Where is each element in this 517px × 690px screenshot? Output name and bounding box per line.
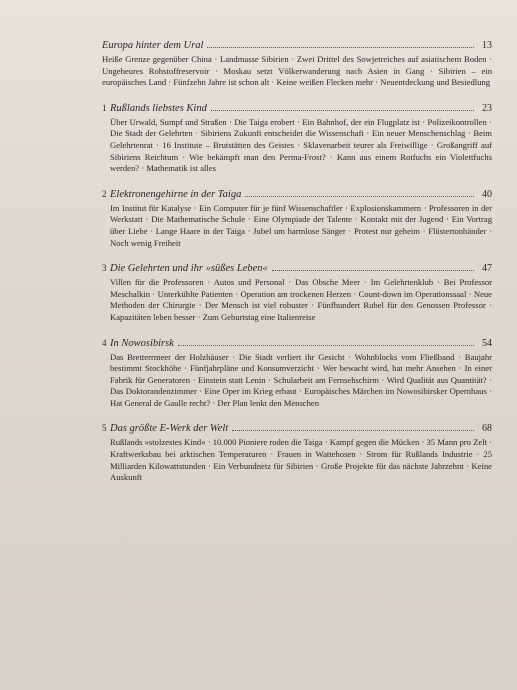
chapter-summary: Im Institut für Katalyse · Ein Computer für je fünf Wissenschaftler · Explosionskammern · Professoren in der Werkstatt · Die Mathematische Schule · Eine Olympiade der Talente · Kontakt mit der Jugend · Ein Vortrag über Liebe · Lange Haare in der Taiga · Jubel um harmlose Sänger · Protest nur geheim · Flüstertonbänder · Noch wenig Freiheit: [110, 202, 492, 248]
table-of-contents: [102, 38, 492, 496]
chapter-title: Elektronengehirne in der Taiga: [110, 188, 242, 200]
chapter-number: 2: [102, 188, 107, 199]
page-number: 23: [482, 102, 492, 114]
chapter-number: 1: [102, 102, 107, 113]
toc-entry-3: [102, 261, 492, 323]
chapter-number: 5: [102, 423, 107, 434]
chapter-title: In Nowosibirsk: [110, 337, 174, 349]
chapter-title: Europa hinter dem Ural: [102, 40, 204, 51]
dot-leader: [272, 261, 474, 271]
dot-leader: [207, 38, 474, 48]
entry-heading: [102, 421, 492, 435]
chapter-title: Die Gelehrten und ihr »süßes Leben«: [110, 263, 268, 275]
page-number: 47: [482, 263, 492, 275]
toc-entry-1: [102, 101, 492, 175]
toc-entry-4: [102, 336, 492, 410]
page-number: 54: [482, 337, 492, 349]
entry-heading: [102, 187, 492, 201]
toc-entry-intro: [102, 38, 492, 89]
dot-leader: [245, 187, 474, 197]
page-number: 68: [482, 423, 492, 435]
chapter-title: Rußlands liebstes Kind: [110, 102, 207, 114]
page-number: 40: [482, 188, 492, 200]
entry-heading: [102, 38, 492, 52]
chapter-number: 3: [102, 263, 107, 274]
chapter-number: 4: [102, 337, 107, 348]
chapter-summary: Heiße Grenze gegenüber China · Landmasse Sibirien · Zwei Drittel des Sowjetreiches auf asiatischem Boden · Ungeheures Rohstoffreservoir · Moskau setzt Völkerwanderung nach Asien in Gang · Sibirien – ein europäisches Land · Fünfzehn Jahre ist schon alt · Keine weißen Flecken mehr · Neuentdeckung und Besiedlung: [102, 54, 492, 88]
entry-heading: [102, 336, 492, 350]
toc-entry-2: [102, 187, 492, 249]
dot-leader: [211, 101, 474, 111]
toc-entry-5: [102, 421, 492, 483]
chapter-title: Das größte E-Werk der Welt: [110, 423, 229, 435]
chapter-summary: Über Urwald, Sumpf und Straßen · Die Taiga erobert · Ein Bahnhof, der ein Flugplatz ist · Polizeikontrollen · Die Stadt der Gelehrten · Sibiriens Zukunft entscheidet die Wissenschaft · Ein neuer Menschenschlag · Beim Gelehrtenrat · 16 Institute – Brutstätten des Geistes · Sklavenarbeit teurer als Freiwillige · Großangriff auf Sibiriens Reichtum · Wie bekämpft man den Perma-Frost? · Kann aus einem Rotfuchs ein Violettfuchs werden? · Mathematik ist alles: [110, 116, 492, 174]
entry-heading: [102, 261, 492, 275]
dot-leader: [178, 336, 474, 346]
chapter-summary: Das Bretterrmeer der Holzhäuser · Die Stadt verliert ihr Gesicht · Wohnblocks vom Fließband · Baujahr bestimmt Stockhöhe · Fünfjahrpläne und Konsumverzicht · Wer bewacht wird, hat mehr Ansehen · In einer Fabrik für Generatoren · Einstein statt Lenin · Schularbeit am Fernsehschirm · Wird Qualität aus Quantität? · Das Doktorandenzimmer · Eine Oper im Krieg erbaut · Europäisches Märchen im Nowosibirsker Opernhaus · Hat General de Gaulle recht? · Der Plan lenkt den Menschen: [110, 351, 492, 408]
page-number: 13: [482, 40, 492, 51]
chapter-summary: Villen für die Professoren · Autos und Personal · Das Obsche Meer · Im Gelehrtenklub · Bei Professor Meschalkin · Unterkühlte Patienten · Operation am trockenen Herzen · Count-down im Operationssaal · Neue Methoden der Chirurgie · Der Mensch ist viel robuster · Fünfhundert Rubel für den Genossen Professor · Kapazitäten leben besser · Zum Geburtstag eine Italienreise: [110, 277, 492, 322]
dot-leader: [232, 421, 474, 431]
entry-heading: [102, 101, 492, 115]
chapter-summary: Rußlands »stolzestes Kind« · 10.000 Pioniere roden die Taiga · Kampf gegen die Mücken · 35 Mann pro Zelt · Kraftwerksbau bei arktischen Temperaturen · Frauen in Wattehosen · Strom für Rußlands Industrie · 25 Milliarden Kilowattstunden · Ein Verbundnetz für Sibirien · Große Projekte für das nächste Jahrzehnt · Keine Auskunft: [110, 437, 492, 483]
